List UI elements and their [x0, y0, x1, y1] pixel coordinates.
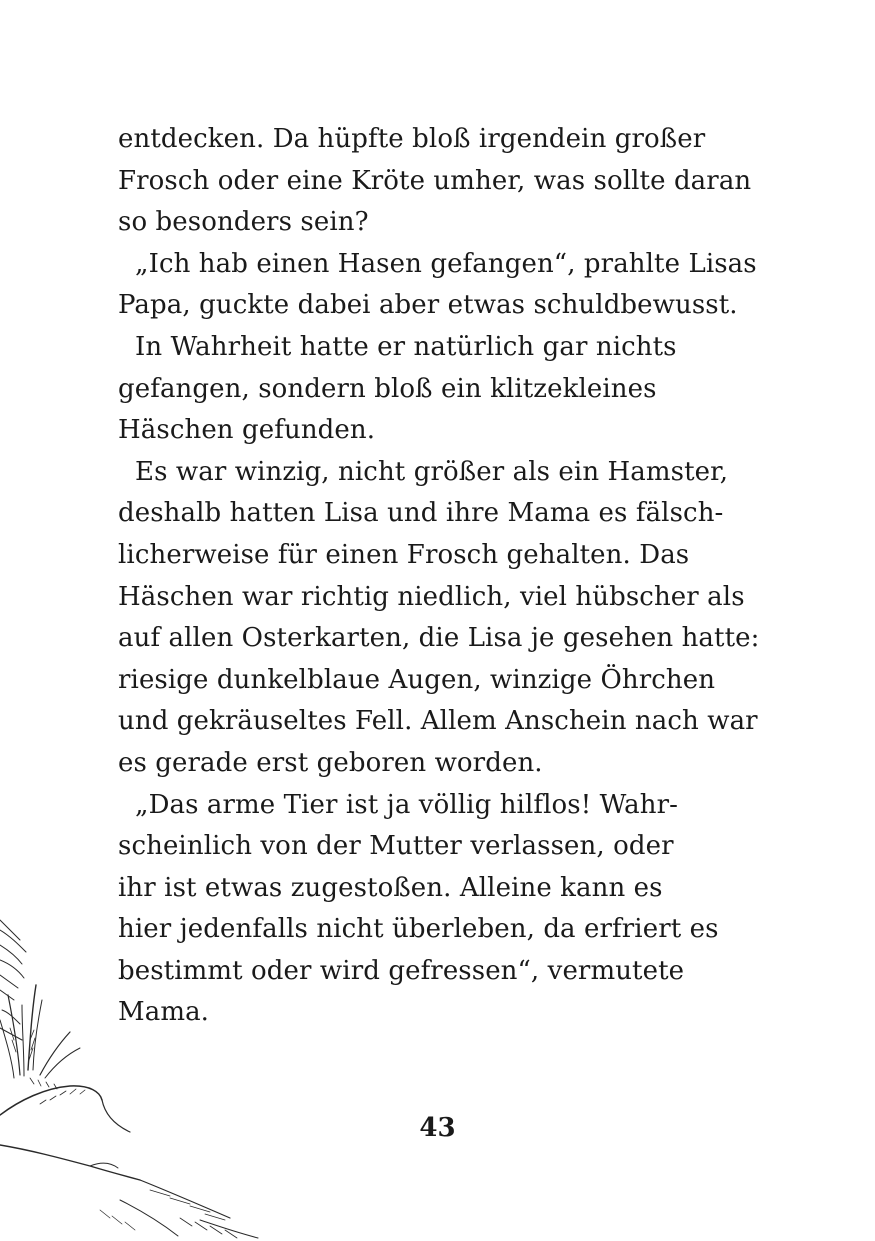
text-line: hier jedenfalls nicht überleben, da erfriert es — [118, 914, 719, 945]
text-line: auf allen Osterkarten, die Lisa je gesehen hatte: — [118, 623, 760, 654]
text-line: licherweise für einen Frosch gehalten. Das — [118, 539, 690, 570]
paragraph — [118, 327, 728, 452]
grass-and-rabbit-sketch-icon — [0, 900, 260, 1241]
text-line: es gerade erst geboren worden. — [118, 747, 543, 778]
text-line: Häschen war richtig niedlich, viel hübscher als — [118, 581, 745, 612]
text-line: Frosch oder eine Kröte umher, was sollte daran — [118, 165, 752, 196]
text-line: scheinlich von der Mutter verlassen, oder — [118, 831, 674, 862]
text-line: bestimmt oder wird gefressen“, vermutete — [118, 955, 685, 986]
paragraph — [118, 119, 752, 244]
body-text — [118, 119, 760, 1034]
text-line: Häschen gefunden. — [118, 415, 376, 446]
paragraph — [118, 244, 757, 327]
text-line: gefangen, sondern bloß ein klitzekleines — [118, 373, 657, 404]
text-line: Mama. — [118, 997, 210, 1028]
text-line: und gekräuseltes Fell. Allem Anschein nach war — [118, 706, 758, 737]
text-line: riesige dunkelblaue Augen, winzige Öhrchen — [118, 664, 716, 695]
text-line: entdecken. Da hüpfte bloß irgendein großer — [118, 124, 706, 154]
paragraph — [118, 452, 760, 785]
text-line: Papa, guckte dabei aber etwas schuldbewusst. — [118, 290, 738, 321]
text-line: „Ich hab einen Hasen gefangen“, prahlte Lisas — [135, 248, 757, 279]
text-line: deshalb hatten Lisa und ihre Mama es fälsch- — [118, 498, 724, 529]
text-line: so besonders sein? — [118, 207, 369, 238]
page-number: 43 — [419, 1113, 456, 1143]
text-line: Es war winzig, nicht größer als ein Hamster, — [135, 456, 729, 487]
text-line: In Wahrheit hatte er natürlich gar nichts — [135, 331, 677, 362]
text-line: „Das arme Tier ist ja völlig hilflos! Wahr- — [135, 789, 679, 820]
text-line: ihr ist etwas zugestoßen. Alleine kann es — [118, 872, 663, 903]
